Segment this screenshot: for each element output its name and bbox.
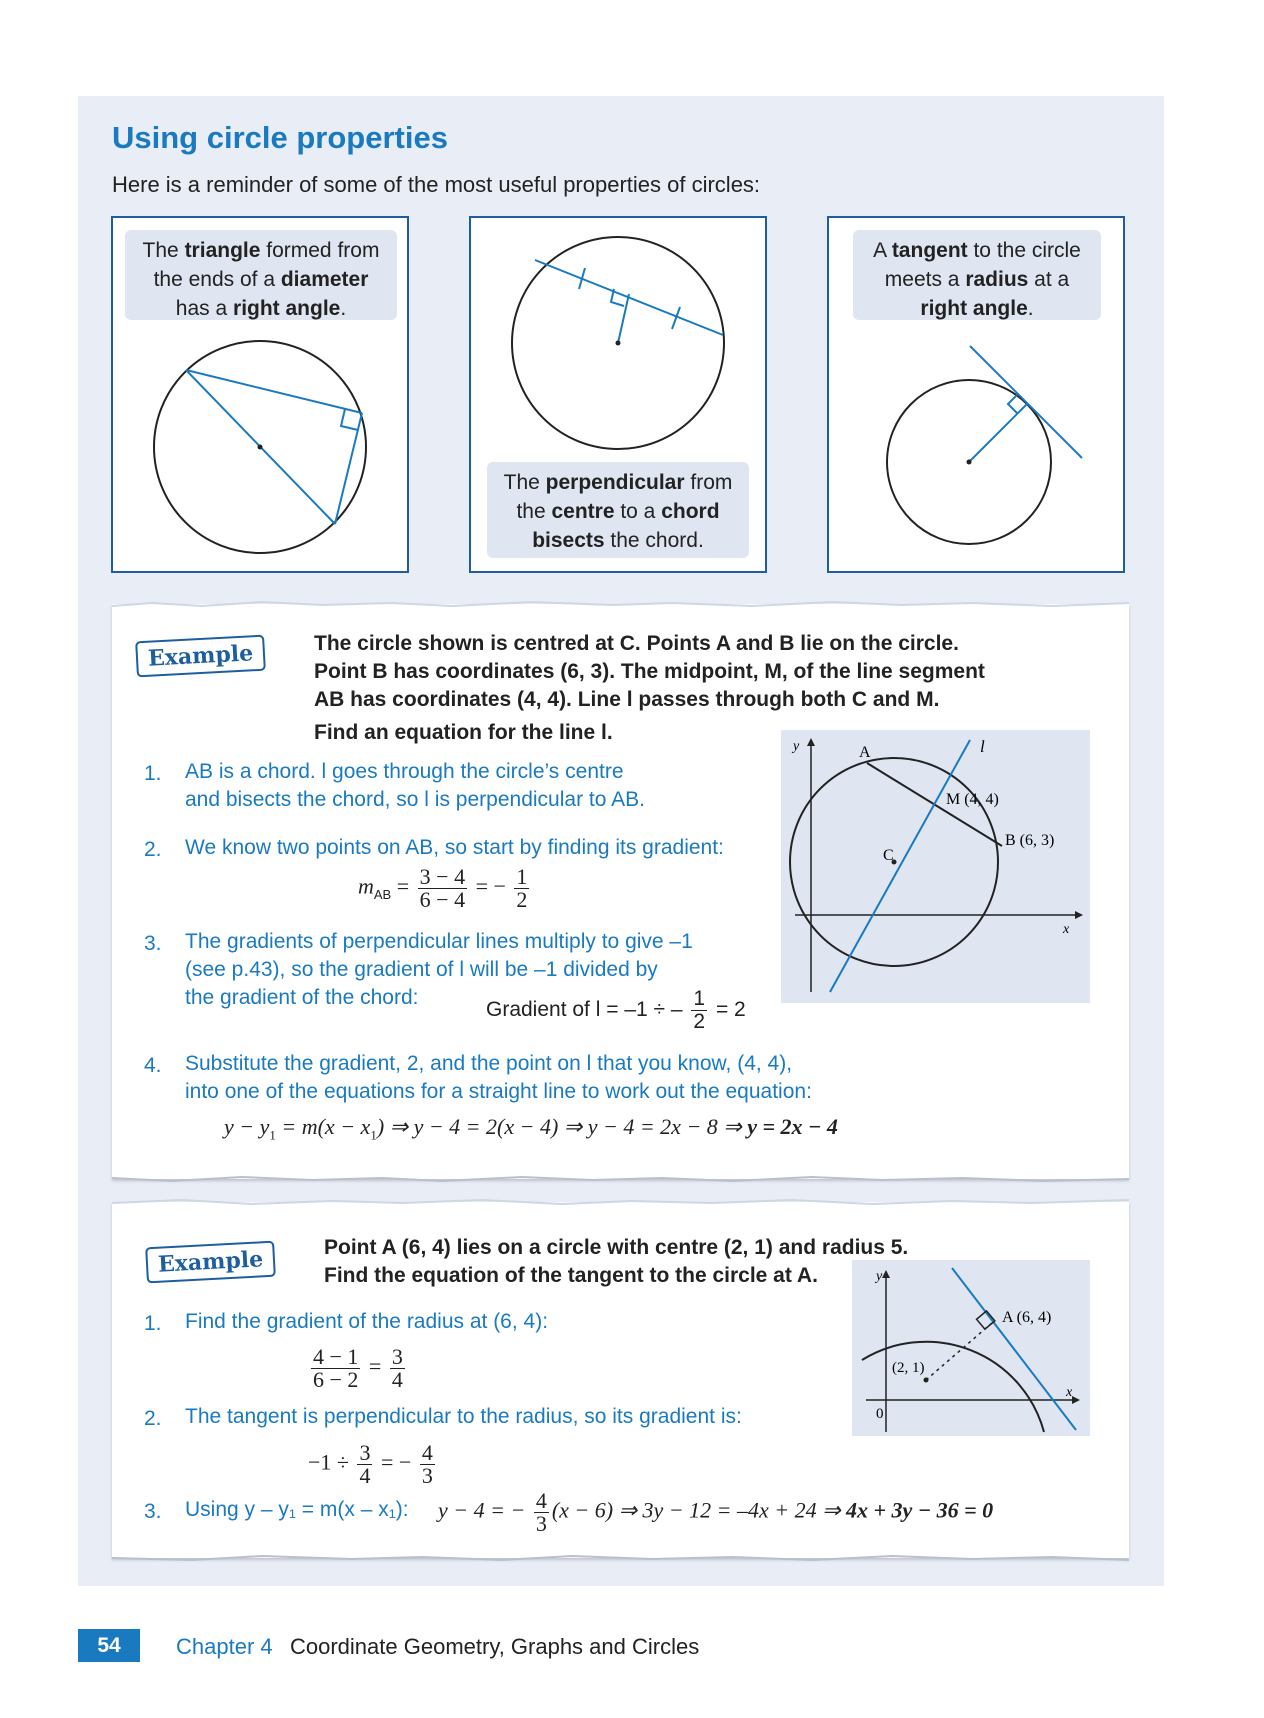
label-l: l — [980, 737, 985, 756]
centre-dot — [258, 445, 263, 450]
circle-arc — [862, 1342, 1044, 1432]
example2-step-2: The tangent is perpendicular to the radius, so its gradient is: — [185, 1405, 742, 1428]
example-card-1 — [112, 604, 1129, 1179]
step-number: 2. — [144, 838, 162, 861]
label-b: B (6, 3) — [1005, 832, 1055, 849]
x-axis-arrow — [1072, 1396, 1080, 1404]
radius-dotted — [926, 1322, 993, 1380]
property-note-perpendicular: The perpendicular from the centre to a chord bisects the chord. — [487, 462, 749, 558]
example1-step-3: The gradients of perpendicular lines multiply to give –1 (see p.43), so the gradient of l will be –1 divided by the gradient of the chord: — [185, 930, 693, 1009]
example2-step-3: Using y – y₁ = m(x – x₁): — [185, 1498, 409, 1521]
property-note-tangent: A tangent to the circle meets a radius at a right angle. — [853, 230, 1101, 320]
step-number: 1. — [144, 1312, 162, 1335]
point-centre — [924, 1378, 929, 1383]
label-origin: 0 — [876, 1406, 884, 1422]
label-m: M (4, 4) — [946, 791, 999, 808]
example1-step-4: Substitute the gradient, 2, and the point on l that you know, (4, 4), into one of the equations for a straight line to work out the equation: — [185, 1052, 812, 1103]
page-subtitle: Here is a reminder of some of the most useful properties of circles: — [112, 172, 761, 197]
label-a: A — [859, 744, 871, 761]
centre-dot — [616, 341, 621, 346]
label-a: A (6, 4) — [1002, 1309, 1052, 1326]
torn-edge-bottom — [112, 1554, 1129, 1562]
y-axis-arrow — [807, 738, 815, 746]
y-axis-label: y — [793, 739, 800, 754]
example2-graph-svg — [852, 1260, 1090, 1436]
y-axis-arrow — [882, 1270, 890, 1278]
step-number: 2. — [144, 1407, 162, 1430]
radius-line — [969, 404, 1027, 462]
example-badge: Example — [135, 635, 266, 678]
diagram-diameter-triangle — [113, 218, 407, 571]
torn-edge-bottom — [112, 1175, 1129, 1183]
example2-graph — [852, 1260, 1090, 1436]
page-number: 54 — [78, 1629, 140, 1662]
torn-edge-top — [112, 1198, 1129, 1206]
property-box-diameter — [111, 216, 409, 573]
example2-step-1: Find the gradient of the radius at (6, 4): — [185, 1310, 549, 1333]
tangent-equation: y − 4 = − $\frac{4}{3}$ (x − 6) ⇒ 3y − 12 = –4x + 24 ⇒ 4x + 3y − 36 = 0 — [438, 1488, 994, 1536]
radius-gradient: $\frac{4 - 1}{6 - 2}$ = $\frac{3}{4}$ — [313, 1344, 403, 1392]
step-number: 3. — [144, 1500, 162, 1523]
example1-graph — [781, 730, 1090, 1003]
example1-step-2: We know two points on AB, so start by finding its gradient: — [185, 836, 724, 859]
page-title: Using circle properties — [112, 120, 448, 155]
line-equation: $y - y_1 = m(x - x_1)$ ⇒ y − 4 = 2(x − 4) ⇒ y − 4 = 2x − 8 ⇒ y = 2x − 4 — [224, 1114, 838, 1143]
x-axis-label: x — [1066, 1385, 1073, 1400]
example1-step-1: AB is a chord. l goes through the circle’s centre and bisects the chord, so l is perpendicular to AB. — [185, 760, 645, 811]
chapter-title: Coordinate Geometry, Graphs and Circles — [290, 1634, 700, 1659]
y-axis-label: y — [876, 1269, 883, 1284]
tangent-gradient: −1 ÷ $\frac{3}{4}$ = − $\frac{4}{3}$ — [308, 1440, 433, 1488]
tangent-line — [970, 346, 1082, 458]
line-l — [830, 740, 970, 992]
label-c: C — [883, 847, 894, 864]
property-note-diameter: The triangle formed from the ends of a diameter has a right angle. — [125, 230, 397, 320]
right-angle-marker — [611, 289, 624, 306]
label-centre: (2, 1) — [892, 1360, 925, 1376]
right-angle-marker — [1008, 395, 1017, 413]
example1-graph-svg — [781, 730, 1090, 1003]
step-number: 3. — [144, 932, 162, 955]
step-number: 4. — [144, 1054, 162, 1077]
property-box-tangent — [827, 216, 1125, 573]
chord-line — [186, 370, 362, 413]
step-number: 1. — [144, 762, 162, 785]
centre-dot — [967, 460, 972, 465]
example2-question: Point A (6, 4) lies on a circle with centre (2, 1) and radius 5. Find the equation of the tangent to the circle at A. — [324, 1236, 909, 1287]
example1-question: The circle shown is centred at C. Points A and B lie on the circle. Point B has coordinates (6, 3). The midpoint, M, of the line segment AB has coordinates (4, 4). Line l passes through both C and M. Find an equation for the line l. — [314, 632, 985, 744]
torn-edge-top — [112, 600, 1129, 608]
x-axis-arrow — [1075, 911, 1083, 919]
x-axis-label: x — [1063, 922, 1070, 937]
tangent-line — [952, 1268, 1076, 1430]
chapter-label: Chapter 4 — [176, 1634, 273, 1659]
example-badge: Example — [145, 1241, 276, 1284]
perpendicular-line — [618, 294, 629, 343]
gradient-ab-formula: $m_{AB}$ = $\frac{3 - 4}{6 - 4}$ = − $\frac{1}{2}$ — [358, 864, 528, 912]
gradient-l-formula: Gradient of l = –1 ÷ – $\frac{1}{2}$ = 2 — [486, 987, 746, 1033]
example-card-2 — [112, 1202, 1129, 1558]
property-box-perpendicular — [469, 216, 767, 573]
diagram-tangent-radius — [829, 218, 1123, 571]
